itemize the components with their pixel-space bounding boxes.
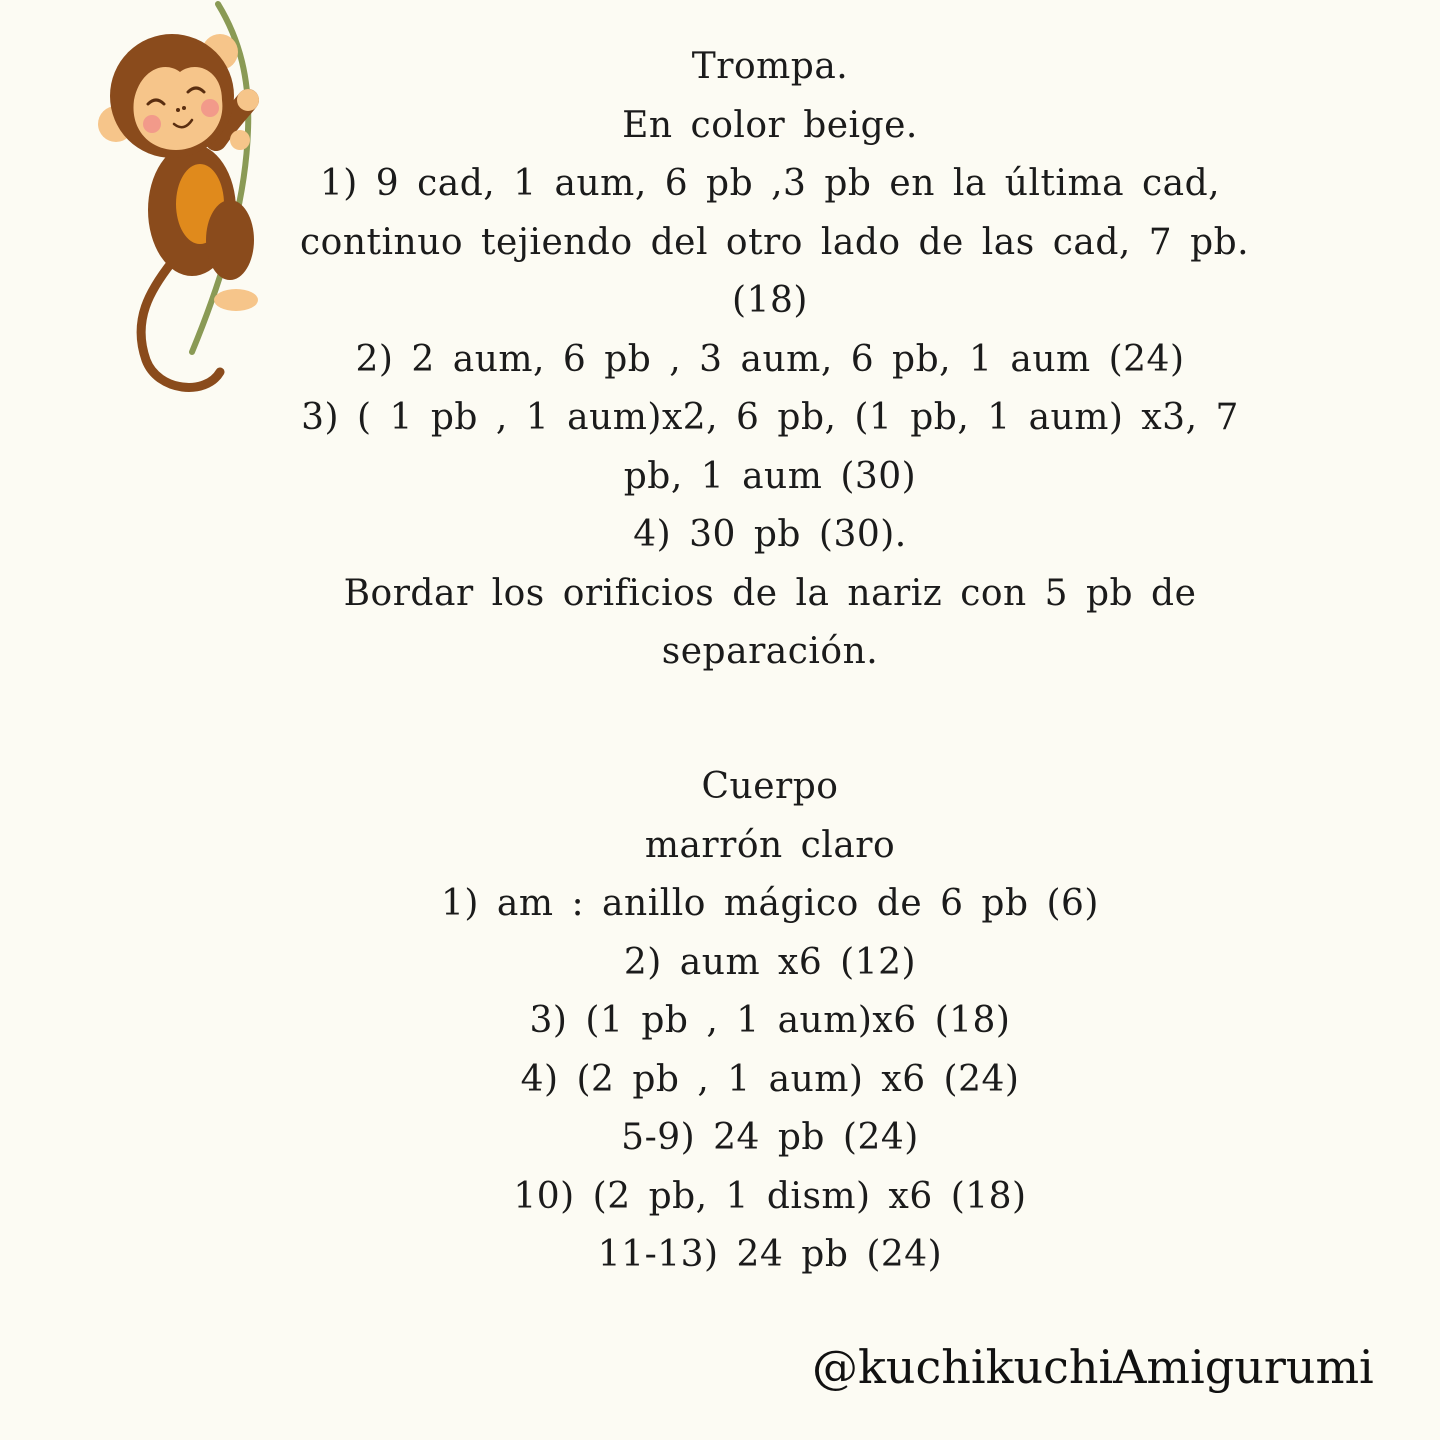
- trompa-section: [300, 38, 1250, 682]
- pattern-line: 2) 2 aum, 6 pb , 3 aum, 6 pb, 1 aum (24): [355, 338, 1185, 380]
- pattern-line: (18): [732, 280, 808, 321]
- pattern-line: continuo tejiendo del otro lado de las cad, 7 pb.: [300, 221, 1250, 263]
- pattern-line: 5-9) 24 pb (24): [621, 1117, 919, 1158]
- pattern-line: Bordar los orificios de la nariz con 5 pb de: [343, 572, 1197, 614]
- trompa-title: Trompa.: [691, 46, 849, 87]
- pattern-line: 4) (2 pb , 1 aum) x6 (24): [520, 1058, 1020, 1100]
- monkey-hanging-on-vine-icon: [80, 0, 300, 400]
- cuerpo-color-note: marrón claro: [644, 824, 896, 866]
- author-credit: @kuchikuchiAmigurumi: [812, 1340, 1374, 1394]
- pattern-line: separación.: [661, 631, 879, 672]
- pattern-line: 1) 9 cad, 1 aum, 6 pb ,3 pb en la última cad,: [319, 163, 1221, 204]
- cuerpo-title: Cuerpo: [701, 766, 839, 807]
- pattern-line: 3) ( 1 pb , 1 aum)x2, 6 pb, (1 pb, 1 aum) x3, 7: [301, 397, 1239, 438]
- trompa-color-note: En color beige.: [622, 104, 918, 146]
- pattern-line: 10) (2 pb, 1 dism) x6 (18): [513, 1175, 1027, 1217]
- pattern-line: 1) am : anillo mágico de 6 pb (6): [441, 883, 1099, 924]
- pattern-line: 3) (1 pb , 1 aum)x6 (18): [529, 1000, 1011, 1041]
- pattern-line: 11-13) 24 pb (24): [597, 1234, 943, 1275]
- pattern-line: 2) aum x6 (12): [623, 941, 917, 983]
- pattern-line: 4) 30 pb (30).: [633, 514, 907, 555]
- pattern-line: pb, 1 aum (30): [623, 455, 917, 497]
- cuerpo-section: [300, 758, 1240, 1285]
